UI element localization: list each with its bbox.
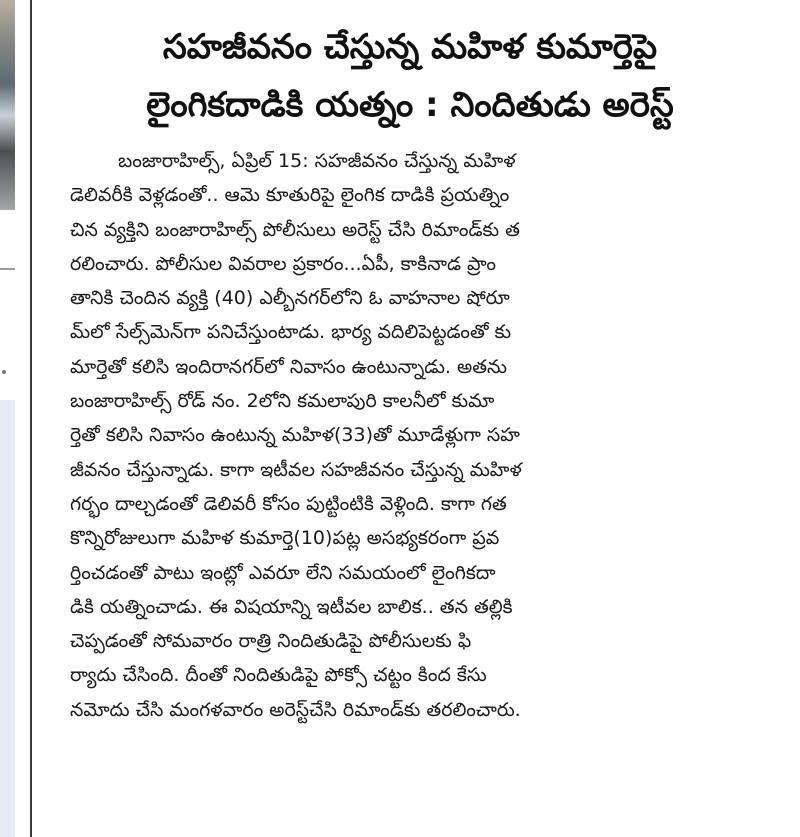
body-line: నమోదు చేసి మంగళవారం అరెస్ట్‌చేసి రిమాండ్‌కు తరలించారు. xyxy=(70,698,521,721)
adjacent-rule xyxy=(0,268,15,270)
body-line: కొన్నిరోజులుగా మహిళ కుమార్తె(10)పట్ల అసభ్యకరంగా ప్రవ xyxy=(70,527,500,550)
adjacent-photo-fragment xyxy=(0,0,15,210)
body-line: ర్తెతో కలిసి నివాసం ఉంటున్న మహిళ(33)తో మూడేళ్లుగా సహ xyxy=(70,424,520,447)
adjacent-dot xyxy=(2,370,6,374)
adjacent-panel xyxy=(0,400,15,837)
headline-line-2: లైంగికదాడికి యత్నం : నిందితుడు అరెస్ట్ xyxy=(146,85,674,125)
body-line: జీవనం చేస్తున్నాడు. కాగా ఇటీవల సహజీవనం చేస్తున్న మహిళ xyxy=(70,458,522,481)
news-article xyxy=(70,18,750,727)
body-line: ర్యాదు చేసింది. దీంతో నిందితుడిపై పోక్సో చట్టం కింద కేసు xyxy=(70,664,487,687)
body-line: చెప్పడంతో సోమవారం రాత్రి నిందితుడిపై పోలీసులకు ఫి xyxy=(70,630,472,653)
body-line: గర్భం దాల్చడంతో డెలివరీ కోసం పుట్టింటికి వెళ్లింది. కాగా గత xyxy=(70,492,507,515)
adjacent-column-strip xyxy=(0,0,16,837)
body-line: ర్తించడంతో పాటు ఇంట్లో ఎవరూ లేని సమయంలో లైంగికదా xyxy=(70,561,496,584)
body-line: డెలివరీకి వెళ్లడంతో.. ఆమె కూతురిపై లైంగిక దాడికి ప్రయత్నిం xyxy=(70,184,510,207)
headline-line-1: సహజీవనం చేస్తున్న మహిళ కుమార్తెపై xyxy=(162,27,658,67)
body-line: మార్తెతో కలిసి ఇందిరానగర్‌లో నివాసం ఉంటున్నాడు. అతను xyxy=(70,355,507,378)
body-line: రలించారు. పోలీసుల వివరాల ప్రకారం...ఏపీ, కాకినాడ ప్రాం xyxy=(70,252,497,275)
body-line: చిన వ్యక్తిని బంజారాహిల్స్ పోలీసులు అరెస్ట్ చేసి రిమాండ్‌కు త xyxy=(70,218,520,241)
body-line: తానికి చెందిన వ్యక్తి (40) ఎల్బీనగర్‌లోని ఓ వాహనాల షోరూ xyxy=(70,287,510,310)
column-divider xyxy=(30,0,32,837)
article-body xyxy=(70,144,750,727)
body-line: డికి యత్నించాడు. ఈ విషయాన్ని ఇటీవల బాలిక.. తన తల్లికి xyxy=(70,595,513,618)
body-line: బంజారాహిల్స్, ఏప్రిల్ 15: సహజీవనం చేస్తున్న మహిళ xyxy=(118,150,516,172)
body-line: బంజారాహిల్స్ రోడ్ నం. 2లోని కమలాపురి కాలనీలో కుమా xyxy=(70,390,495,413)
body-line: మ్‌లో సేల్స్‌మెన్‌గా పనిచేస్తుంటాడు. భార్య వదిలిపెట్టడంతో కు xyxy=(70,321,512,344)
